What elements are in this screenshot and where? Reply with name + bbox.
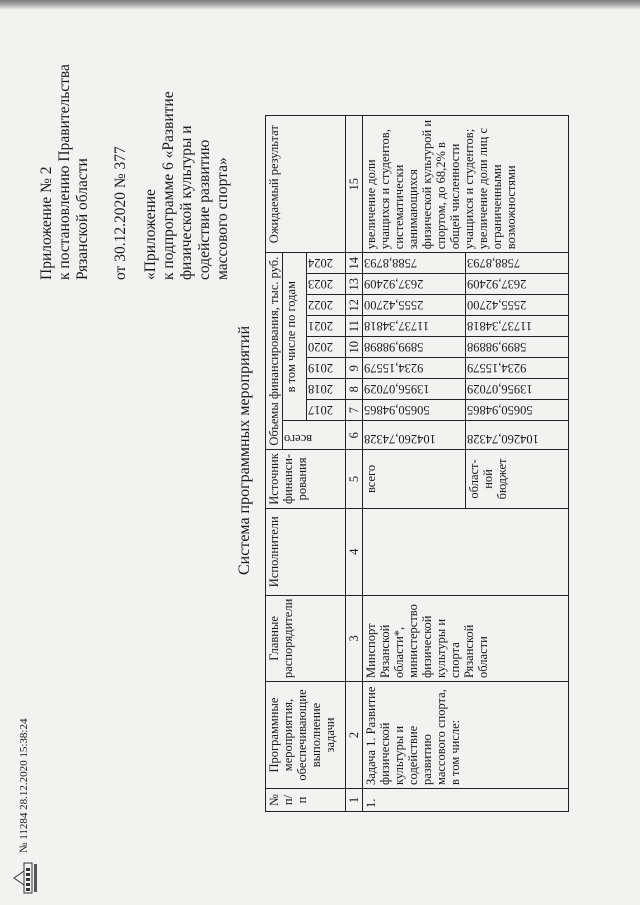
row-num: 1. [363,789,569,812]
subheader-line: содействие развитию [196,139,213,280]
value-cell [363,253,466,274]
header-line: Рязанской области [74,158,91,280]
table-row [363,116,466,812]
col-number: 1 [346,789,363,812]
page-title: Система программных мероприятий [236,325,253,575]
value-cell [466,337,569,358]
year-label: 2020 [307,340,333,355]
subheader-line: «Приложение [142,189,159,280]
events-table [265,115,569,812]
year-label: 2021 [307,319,333,334]
year-cell [306,274,345,295]
value-cell [363,379,466,400]
year-cell [306,358,345,379]
value-cell [363,295,466,316]
year-label: 2018 [307,382,333,397]
registration-number: № 11284 28.12.2020 15:38:24 [18,718,30,853]
row-total: 104260,74328 [364,432,436,447]
header-row [266,116,283,812]
header-volumes: Объемы финансирования, тыс. руб. [266,253,283,450]
col-number: 13 [346,274,363,295]
row-manager: Минспорт Рязанской области*, министерство физической культуры и спорта Рязанской области [363,595,569,681]
header-events: Программные мероприятия, обеспечивающие выполнение задачи [266,682,346,789]
col-number: 12 [346,295,363,316]
year-cell [306,400,345,421]
year-label: 2022 [307,298,333,313]
subheader-line: физической культуры и [178,125,195,280]
year-label: 2019 [307,361,333,376]
column-number-row [346,116,363,812]
header-executors: Исполнители [266,508,346,595]
value: 9234,15579 [467,361,527,376]
value: 2637,92409 [364,277,424,292]
value-cell [363,337,466,358]
col-number: 7 [346,400,363,421]
row-total-cell [466,421,569,450]
value: 11737,34818 [364,319,430,334]
subheader-line: массового спорта» [214,157,231,280]
value-cell [363,400,466,421]
header-line: Приложение № 2 [38,166,55,280]
value-cell [466,274,569,295]
row-result: увеличение доли учащихся и студентов, систематически занимающихся физической культурой и спортом, до 68,2% в общей численности учащихся и студентов; увеличение доли лиц с ограниченными возможностями [363,116,569,253]
value: 50650,94865 [364,403,430,418]
col-number: 14 [346,253,363,274]
value-cell [363,274,466,295]
header-managers: Главные распорядители [266,595,346,681]
year-cell [306,253,345,274]
value: 2555,42700 [364,298,424,313]
col-number: 5 [346,450,363,509]
row-source: област-ной бюджет [466,450,569,509]
row-source: всего [363,450,466,509]
value: 11737,34818 [467,319,533,334]
header-total: всего [284,432,313,447]
value: 50650,94865 [467,403,533,418]
value-cell [466,253,569,274]
year-label: 2017 [307,403,333,418]
header-by-year: в том числе по годам [283,253,307,421]
header-result: Ожидаемый результат [266,116,346,253]
value: 7588,8793 [467,256,521,271]
row-executor [363,508,569,595]
value: 13956,07029 [364,382,430,397]
col-number: 11 [346,316,363,337]
year-label: 2024 [307,256,333,271]
year-cell [306,316,345,337]
value: 5899,98898 [364,340,424,355]
row-event: Задача 1. Развитие физической культуры и содействие развитию массового спорта, в том числе: [363,682,569,789]
col-number: 9 [346,358,363,379]
col-number: 10 [346,337,363,358]
header-line: к постановлению Правительства [56,64,73,280]
value-cell [363,316,466,337]
value: 7588,8793 [364,256,418,271]
year-label: 2023 [307,277,333,292]
year-cell [306,295,345,316]
col-number: 3 [346,595,363,681]
value: 2637,92409 [467,277,527,292]
value-cell [466,316,569,337]
value-cell [466,400,569,421]
col-number: 2 [346,682,363,789]
subheader-line: к подпрограмме 6 «Развитие [160,91,177,280]
value-cell [466,358,569,379]
value-cell [466,295,569,316]
registry-stamp-icon [10,861,40,895]
col-number: 8 [346,379,363,400]
header-total-cell [283,421,346,450]
row-total-cell [363,421,466,450]
header-source: Источник финанси-рования [266,450,346,509]
value: 9234,15579 [364,361,424,376]
year-cell [306,379,345,400]
header-line: от 30.12.2020 № 377 [112,146,129,280]
value: 5899,98898 [467,340,527,355]
col-number: 6 [346,421,363,450]
col-number: 4 [346,508,363,595]
value-cell [466,379,569,400]
col-number: 15 [346,116,363,253]
value: 2555,42700 [467,298,527,313]
header-num: № п/п [266,789,346,812]
appendix-header [38,20,130,280]
value-cell [363,358,466,379]
subprogram-header [142,20,232,280]
year-cell [306,337,345,358]
value: 13956,07029 [467,382,533,397]
row-total: 104260,74328 [467,432,539,447]
